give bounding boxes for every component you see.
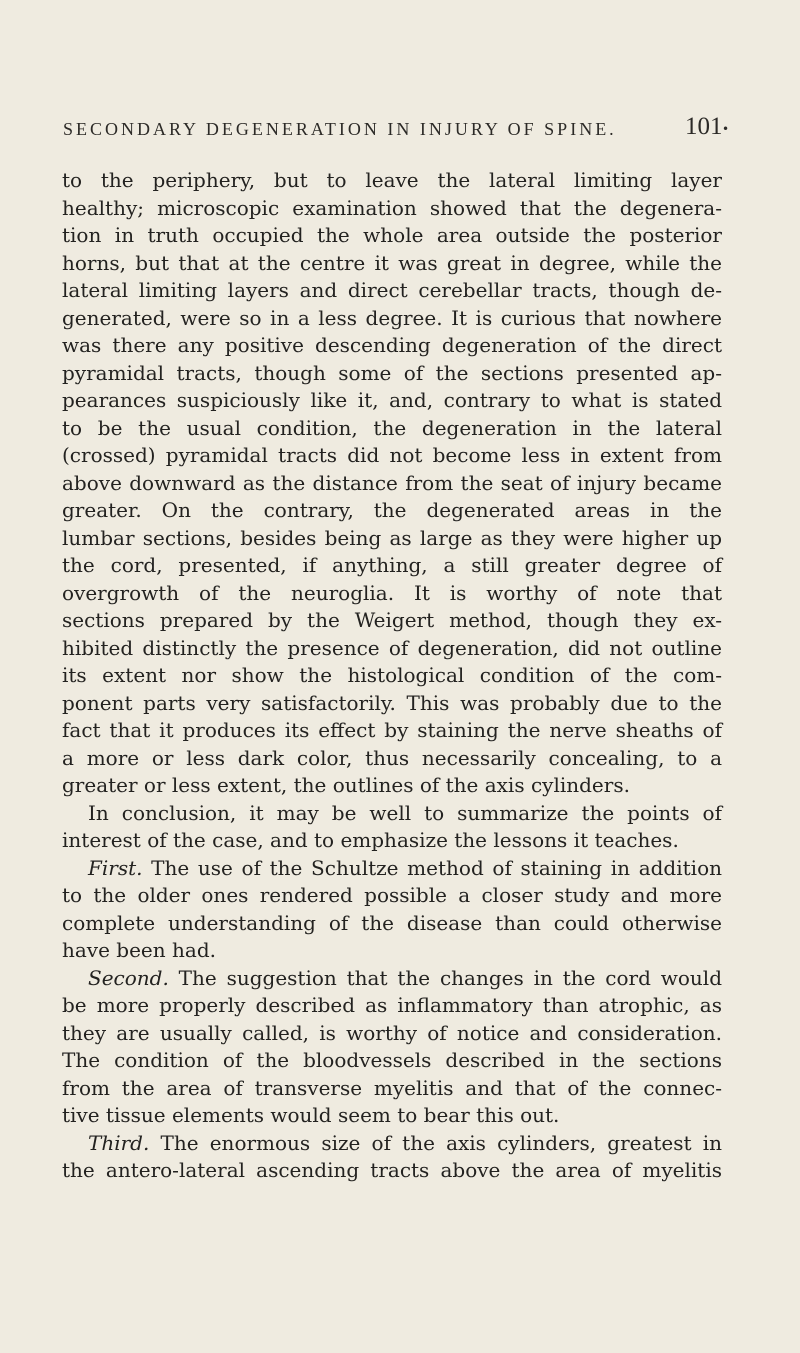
text-line: sections prepared by the Weigert method, though they ex- (62, 608, 722, 632)
text-line: to the periphery, but to leave the lateral limiting layer (62, 168, 722, 192)
text-line: lateral limiting layers and direct cerebellar tracts, though de- (62, 278, 722, 302)
text-line: hibited distinctly the presence of degeneration, did not outline (62, 635, 722, 660)
second-point-line: be more properly described as inflammatory than atrophic, as (62, 993, 722, 1017)
text-line: greater or less extent, the outlines of the axis cylinders. (62, 773, 630, 797)
page-number: 101 (685, 113, 723, 140)
third-text: The enormous size of the axis cylinders, greatest in (149, 1130, 722, 1155)
second-point-line: they are usually called, is worthy of notice and consideration. (62, 1020, 722, 1045)
text-line: generated, were so in a less degree. It is curious that nowhere (62, 305, 722, 330)
body-text (62, 167, 722, 1185)
first-point-line (62, 855, 722, 883)
text-line: tion in truth occupied the whole area outside the posterior (62, 223, 722, 247)
second-label: Second. (88, 965, 169, 990)
text-line: was there any positive descending degeneration of the direct (62, 333, 722, 357)
text-line: healthy; microscopic examination showed that the degenera- (62, 195, 722, 220)
text-line: its extent nor show the histological condition of the com- (62, 663, 722, 687)
second-point-line: tive tissue elements would seem to bear this out. (62, 1103, 560, 1127)
bullet-mark: • (722, 122, 730, 136)
text-line: to be the usual condition, the degeneration in the lateral (62, 415, 722, 440)
conclusion-line: interest of the case, and to emphasize the lessons it teaches. (62, 828, 679, 852)
text-line: a more or less dark color, thus necessarily concealing, to a (62, 745, 722, 770)
second-point-line (62, 965, 722, 993)
running-title: SECONDARY DEGENERATION IN INJURY OF SPINE. (63, 119, 617, 139)
text-line: above downward as the distance from the seat of injury became (62, 470, 722, 495)
text-line: (crossed) pyramidal tracts did not become less in extent from (62, 443, 722, 467)
second-text: The suggestion that the changes in the cord would (168, 965, 722, 990)
text-line: overgrowth of the neuroglia. It is worthy of note that (62, 580, 722, 605)
text-line: fact that it produces its effect by staining the nerve sheaths of (62, 718, 722, 742)
running-head (0, 111, 800, 151)
first-point-line: have been had. (62, 938, 216, 962)
first-text: The use of the Schultze method of staining in addition (142, 855, 722, 880)
third-point-line (62, 1130, 722, 1158)
text-line: horns, but that at the centre it was great in degree, while the (62, 250, 722, 275)
second-point-line: from the area of transverse myelitis and that of the connec- (62, 1075, 722, 1100)
text-line: lumbar sections, besides being as large as they were higher up (62, 525, 722, 550)
text-line: pyramidal tracts, though some of the sections presented ap- (62, 360, 722, 385)
text-line: greater. On the contrary, the degenerated areas in the (62, 498, 722, 522)
text-line: ponent parts very satisfactorily. This was probably due to the (62, 690, 722, 715)
first-label: First. (88, 855, 143, 880)
third-label: Third. (88, 1130, 150, 1155)
first-point-line: to the older ones rendered possible a closer study and more (62, 883, 722, 907)
third-point-line: the antero-lateral ascending tracts above the area of myelitis (62, 1158, 722, 1182)
conclusion-line: In conclusion, it may be well to summarize the points of (88, 800, 722, 825)
second-point-line: The condition of the bloodvessels described in the sections (62, 1048, 722, 1072)
first-point-line: complete understanding of the disease than could otherwise (62, 910, 722, 935)
text-line: the cord, presented, if anything, a still greater degree of (62, 553, 722, 577)
text-line: pearances suspiciously like it, and, contrary to what is stated (62, 388, 722, 412)
